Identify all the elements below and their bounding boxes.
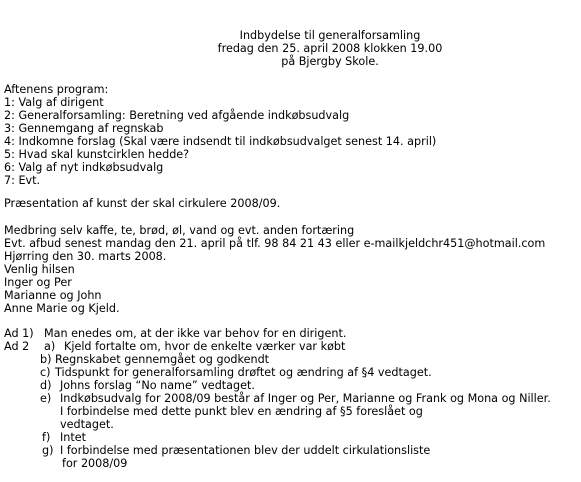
place-date-line: Hjørring den 30. marts 2008. bbox=[4, 250, 167, 263]
program-item: 2: Generalforsamling: Beretning ved afgående indkøbsudvalg bbox=[4, 109, 350, 122]
program-heading: Aftenens program: bbox=[4, 83, 109, 96]
greeting-line: Venlig hilsen bbox=[4, 263, 75, 276]
program-item: 5: Hvad skal kunstcirklen hedde? bbox=[4, 148, 190, 161]
program-item: 4: Indkomne forslag (Skal være indsendt til indkøbsudvalget senest 14. april) bbox=[4, 135, 437, 148]
ad2-g-text-1: I forbindelse med præsentationen blev der uddelt cirkulationsliste bbox=[60, 444, 431, 457]
ad2-c-letter: c) bbox=[40, 366, 51, 379]
ad2-f-letter: f) bbox=[42, 431, 51, 444]
info-section bbox=[4, 224, 545, 315]
program-item: 7: Evt. bbox=[4, 174, 41, 187]
ad2-b-text: Regnskabet gennemgået og godkendt bbox=[55, 353, 270, 366]
ad2-g-letter: g) bbox=[42, 444, 54, 457]
signer-line: Inger og Per bbox=[4, 276, 72, 289]
ad2-a-letter: a) bbox=[44, 340, 56, 353]
program-item: 3: Gennemgang af regnskab bbox=[4, 122, 164, 135]
ad2-e-text-3: vedtaget. bbox=[60, 418, 114, 431]
program-section bbox=[4, 83, 436, 187]
ad1-label: Ad 1) bbox=[4, 327, 34, 340]
ad2-d-text: Johns forslag “No name” vedtaget. bbox=[60, 379, 255, 392]
signer-line: Marianne og John bbox=[4, 289, 102, 302]
ad2-a-text: Kjeld fortalte om, hvor de enkelte værker var købt bbox=[64, 340, 346, 353]
ad2-d-letter: d) bbox=[40, 379, 52, 392]
ad2-g-text-2: for 2008/09 bbox=[62, 457, 128, 470]
presentation-line: Præsentation af kunst der skal cirkulere 2008/09. bbox=[4, 197, 281, 210]
ad2-e-text-2: I forbindelse med dette punkt blev en ændring af §5 foreslået og bbox=[60, 405, 423, 418]
ad2-b-letter: b) bbox=[40, 353, 52, 366]
bring-line: Medbring selv kaffe, te, brød, øl, vand og evt. anden fortæring bbox=[4, 224, 355, 237]
ad2-e-letter: e) bbox=[40, 392, 52, 405]
program-item: 1: Valg af dirigent bbox=[4, 96, 104, 109]
title-line-1: Indbydelse til generalforsamling bbox=[239, 29, 421, 42]
program-item: 6: Valg af nyt indkøbsudvalg bbox=[4, 161, 164, 174]
signer-line: Anne Marie og Kjeld. bbox=[4, 302, 120, 315]
title-line-3: på Bjergby Skole. bbox=[281, 55, 379, 68]
ad2-c-text: Tidspunkt for generalforsamling drøftet og ændring af §4 vedtaget. bbox=[55, 366, 432, 379]
ad2-f-text: Intet bbox=[60, 431, 87, 444]
ad1-text: Man enedes om, at der ikke var behov for en dirigent. bbox=[44, 327, 347, 340]
ad2-label: Ad 2 bbox=[4, 340, 30, 353]
invitation-title bbox=[165, 29, 495, 68]
ad2-e-text-1: Indkøbsudvalg for 2008/09 består af Inger og Per, Marianne og Frank og Mona og Niller. bbox=[60, 392, 551, 405]
title-line-2: fredag den 25. april 2008 klokken 19.00 bbox=[217, 42, 443, 55]
cancel-line: Evt. afbud senest mandag den 21. april på tlf. 98 84 21 43 eller e-mailkjeldchr451@hotmail.com bbox=[4, 237, 546, 250]
